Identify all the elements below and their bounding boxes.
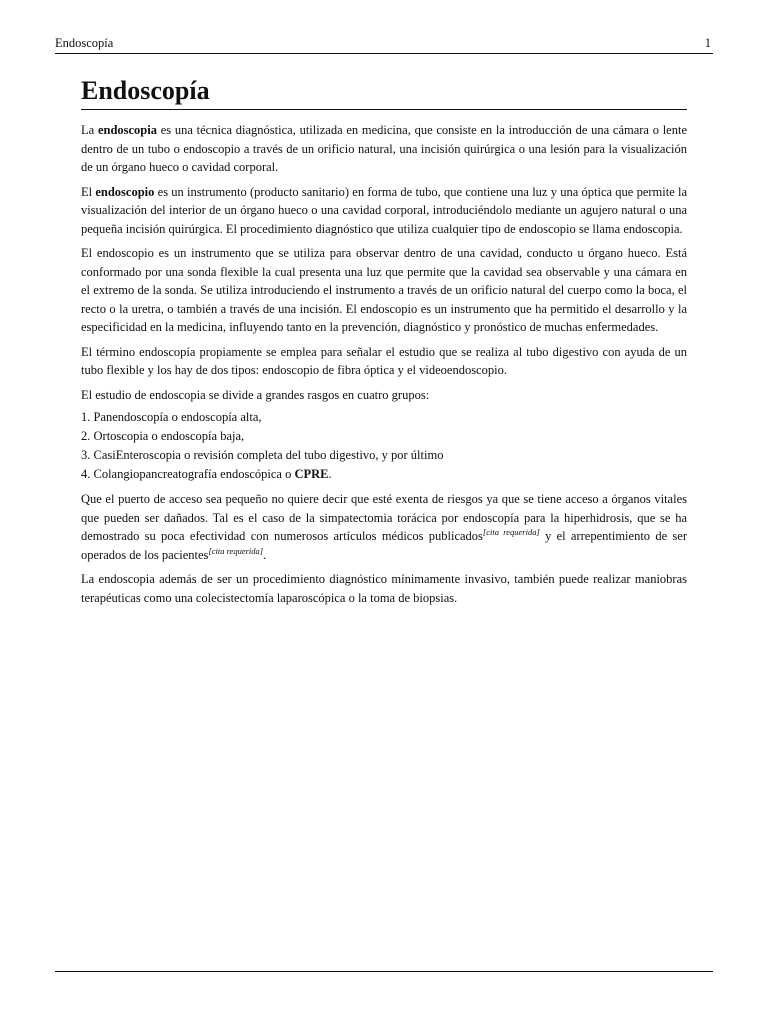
running-header bbox=[55, 35, 713, 54]
risks-paragraph-text-c: . bbox=[263, 547, 267, 562]
intro-paragraph bbox=[81, 121, 687, 177]
term-paragraph: El término endoscopía propiamente se emplea para señalar el estudio que se realiza al tubo digestivo con ayuda de un tubo flexible y los hay de dos tipos: endoscopio de fibra óptica y el videoendoscopio. bbox=[81, 344, 687, 377]
endoscope-paragraph-text-c: es un instrumento (producto sanitario) en forma de tubo, que contiene una luz y una óptica que permite la visualización del interior de un órgano hueco o una cavidad corporal, introduciéndolo mediante un agujero natural o una pequeña incisión quirúrgica. El procedimiento diagnóstico que utiliza cualquier tipo de endoscopio se llama endoscopia. bbox=[81, 184, 688, 236]
article-title: Endoscopía bbox=[81, 76, 687, 110]
risks-paragraph-text-b: y el arrepentimiento de ser operados de los pacientes bbox=[81, 529, 687, 562]
running-header-title: Endoscopía bbox=[55, 36, 114, 50]
instrument-paragraph: El endoscopio es un instrumento que se utiliza para observar dentro de una cavidad, conducto u órgano hueco. Está conformado por una sonda flexible la cual presenta una luz que permite que la cavidad sea observable y una cámara en el extremo de la sonda. Se utiliza introduciendo el instrumento a través de un orificio natural del cuerpo como la boca, el recto o la uretra, o también a través de una incisión. El endoscopio es un instrumento que ha permitido el desarrollo y la especificidad en la medicina, influyendo tanto en la prevención, diagnóstico y pronóstico de muchas enfermedades. bbox=[81, 246, 687, 334]
page-number: 1 bbox=[704, 36, 711, 50]
endoscope-paragraph-term: endoscopio bbox=[95, 184, 155, 199]
intro-paragraph-text-a: La bbox=[81, 123, 98, 137]
list-item-period: . bbox=[328, 467, 332, 481]
list-item: 1. Panendoscopía o endoscopía alta, bbox=[81, 410, 262, 424]
intro-paragraph-text-c: es una técnica diagnóstica, utilizada en medicina, que consiste en la introducción de una cámara o lente dentro de un tubo o endoscopio a través de un orificio natural, una incisión quirúrgica o una lesión para la visualización de un órgano hueco o cavidad corporal. bbox=[81, 123, 687, 174]
article-body bbox=[81, 76, 687, 607]
endoscope-paragraph bbox=[81, 183, 687, 239]
footer-rule bbox=[55, 971, 713, 972]
list-item bbox=[81, 465, 687, 484]
list-item: 2. Ortoscopia o endoscopía baja, bbox=[81, 429, 245, 443]
endoscope-paragraph-text-a: El bbox=[81, 184, 96, 199]
intro-paragraph-term: endoscopia bbox=[97, 123, 157, 137]
list-item-text: 4. Colangiopancreatografía endoscópica o bbox=[81, 467, 295, 481]
therapeutic-paragraph: La endoscopia además de ser un procedimiento diagnóstico mínimamente invasivo, también puede realizar maniobras terapéuticas como una colecistectomía laparoscópica o la toma de biopsias. bbox=[81, 572, 687, 605]
groups-intro-paragraph: El estudio de endoscopia se divide a grandes rasgos en cuatro grupos: bbox=[81, 387, 430, 402]
citation-needed-2[interactable]: [cita requerida] bbox=[208, 545, 264, 556]
risks-paragraph bbox=[81, 490, 687, 564]
citation-needed-1[interactable]: [cita requerida] bbox=[482, 527, 540, 537]
groups-list bbox=[81, 408, 687, 484]
risks-paragraph-text-a: Que el puerto de acceso sea pequeño no quiere decir que esté exenta de riesgos ya que se tiene acceso a órganos vitales que pueden ser dañados. Tal es el caso de la simpatectomia torácica por endoscopía para la hiperhidrosis, que se ha demostrado su poca efectividad con numerosos artículos médicos publicados bbox=[81, 492, 687, 543]
cpre-term: CPRE bbox=[294, 467, 329, 481]
list-item: 3. CasiEnteroscopia o revisión completa del tubo digestivo, y por último bbox=[81, 448, 444, 462]
